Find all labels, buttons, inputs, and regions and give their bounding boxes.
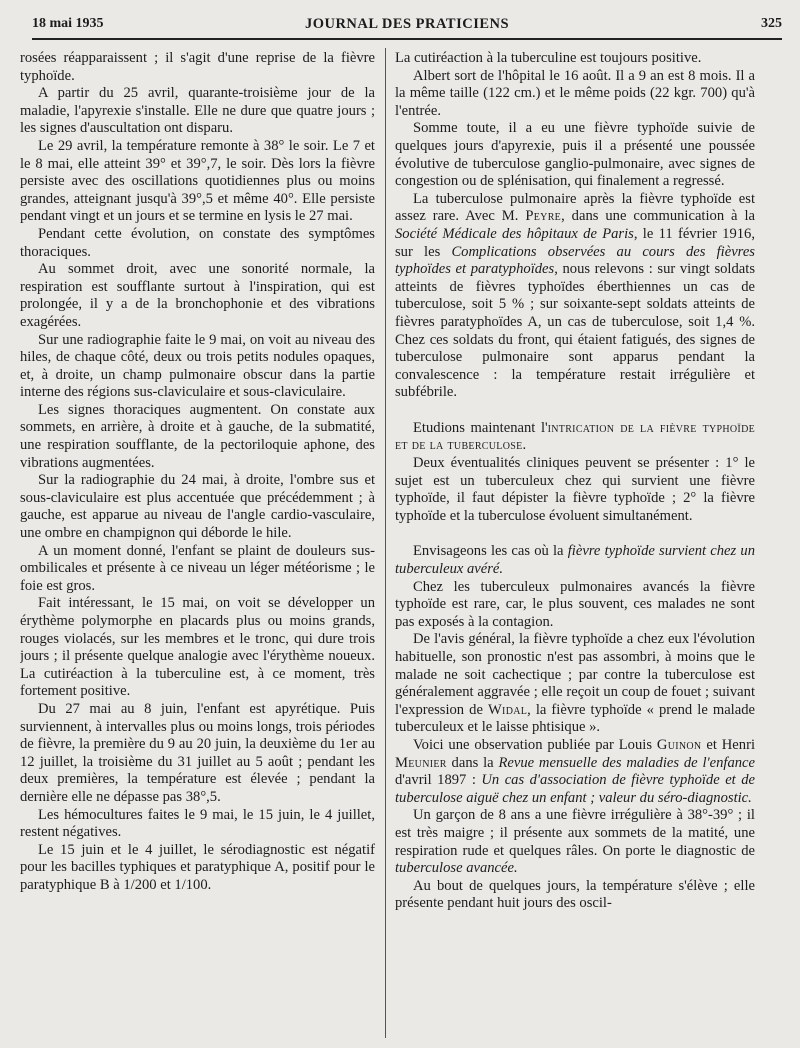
text-run: , nous relevons : sur vingt soldats atteints de fièvres typhoïdes éberthiennes un cas de tuberculose, soit 5 % ; sur soixante-sept soldats atteints de fièvres paratyphoïdes A, un cas de tuberculose, soit 1,4 %. Chez ces soldats du front, qui étaient fatigués, des signes de tuberculose pulmonaire sont apparus pendant la convalescence : la température restait irrégulière et subfébrile. bbox=[395, 261, 755, 401]
paragraph: Du 27 mai au 8 juin, l'enfant est apyrétique. Puis surviennent, à intervalles plus ou moins longs, trois périodes de fièvre, la première du 9 au 20 juin, la deuxième du 1er au 12 juillet, la troisième du 31 juillet au 5 août ; pendant les deux premières, la température est élevée ; pendant la dernière elle ne dépasse pas 38°,5. bbox=[20, 700, 375, 805]
page-header bbox=[32, 14, 782, 40]
text-run: , la fièvre typhoïde « prend le malade tuberculeux et le laisse phtisique ». bbox=[395, 701, 755, 736]
text-run: De l'avis général, la fièvre typhoïde a chez eux l'évolution habituelle, son pronostic n'est pas assombri, à moins que le malade ne soit cachectique ; par contre la tuberculose est généralement aggravée ; elle reçoit un coup de fouet ; suivant l'expression de bbox=[395, 631, 755, 718]
journal-name: Revue mensuelle des maladies de l'enfance bbox=[498, 754, 755, 771]
paragraph: Albert sort de l'hôpital le 16 août. Il a 9 an est 8 mois. Il a la même taille (122 cm.) et le même poids (22 kgr. 700) qu'à l'entrée. bbox=[395, 67, 755, 119]
text-run: , le 11 février 1916, sur les bbox=[395, 225, 755, 260]
paragraph bbox=[395, 737, 755, 807]
paragraph bbox=[395, 631, 755, 737]
page-number: 325 bbox=[761, 16, 782, 31]
paragraph: Sur la radiographie du 24 mai, à droite, l'ombre sus et sous-claviculaire est plus accentuée que précédemment ; à gauche, est apparue au niveau de l'angle cardio-vasculaire, une ombre en champignon qui déborde le hile. bbox=[20, 472, 375, 542]
text-run: Voici une observation publiée par Louis bbox=[413, 736, 657, 753]
author-name: Guinon bbox=[656, 736, 702, 753]
paragraph: Pendant cette évolution, on constate des symptômes thoraciques. bbox=[20, 225, 375, 260]
text-run: La tuberculose pulmonaire après la fièvre typhoïde est assez rare. Avec M. bbox=[395, 190, 755, 225]
paragraph: Le 15 juin et le 4 juillet, le sérodiagnostic est négatif pour les bacilles typhiques et paratyphique A, positif pour le paratyphique B à 1/200 et 1/100. bbox=[20, 841, 375, 893]
paragraph: Deux éventualités cliniques peuvent se présenter : 1° le sujet est un tuberculeux chez qui survient une fièvre typhoïde, il faut dépister la fièvre typhoïde ; 2° la fièvre typhoïde et la tuberculose évoluent simultanément. bbox=[395, 455, 755, 524]
paragraph: Fait intéressant, le 15 mai, on voit se développer un érythème polymorphe en placards plus ou moins grands, rouges violacés, sur les membres et le tronc, qui dure trois jours ; il présente quelque analogie avec l'érythème noueux. La cutiréaction à la tuberculine est, à ce moment, très fortement positive. bbox=[20, 595, 375, 700]
paragraph: Somme toute, il a eu une fièvre typhoïde suivie de quelques jours d'apyrexie, puis il a présenté une poussée évolutive de tuberculose ganglio-pulmonaire, avec signes de congestion ou de splénisation, qui finalement a regressé. bbox=[395, 120, 755, 190]
text-run: dans la bbox=[446, 754, 499, 771]
emphasis: tuberculose avancée. bbox=[395, 860, 518, 877]
section-heading: intrication de la fièvre typhoïde et de la tuberculose. bbox=[395, 419, 755, 454]
paragraph: Sur une radiographie faite le 9 mai, on voit au niveau des hiles, de chaque côté, deux ou trois petits nodules opaques, et, à droite, un champ pulmonaire obscur dans la partie interne des régions sus-claviculaire et sous-claviculaire. bbox=[20, 331, 375, 401]
author-name: Widal bbox=[487, 701, 528, 718]
author-name: Meunier bbox=[395, 754, 447, 771]
column-divider bbox=[385, 48, 386, 1038]
communication-title: Complications observées au cours des fièvres typhoïdes et paratyphoïdes bbox=[395, 243, 755, 278]
emphasis: fièvre typhoïde survient chez un tuberculeux avéré. bbox=[395, 543, 755, 578]
paragraph: rosées réapparaissent ; il s'agit d'une reprise de la fièvre typhoïde. bbox=[20, 50, 375, 84]
author-name: Peyre bbox=[525, 208, 562, 225]
right-column bbox=[395, 50, 755, 1040]
text-run: Envisageons les cas où la bbox=[413, 543, 568, 560]
journal-title: JOURNAL DES PRATICIENS bbox=[304, 16, 510, 32]
paragraph bbox=[395, 191, 755, 402]
paragraph: A partir du 25 avril, quarante-troisième jour de la maladie, l'apyrexie s'installe. Elle ne dure que quatre jours ; les signes d'auscultation ont disparu. bbox=[20, 85, 375, 137]
paragraph: Chez les tuberculeux pulmonaires avancés la fièvre typhoïde est rare, car, le plus souvent, ces malades ne sont pas exposés à la contagion. bbox=[395, 578, 755, 630]
text-run: Etudions maintenant l' bbox=[413, 419, 548, 436]
paragraph bbox=[395, 543, 755, 578]
header-date: 18 mai 1935 bbox=[32, 16, 104, 31]
paragraph: A un moment donné, l'enfant se plaint de douleurs sus-ombilicales et présente à ce niveau un léger météorisme ; le foie est gros. bbox=[20, 542, 375, 594]
paragraph: Au bout de quelques jours, la température s'élève ; elle présente pendant huit jours des oscil- bbox=[395, 877, 755, 912]
text-run: et Henri bbox=[701, 736, 755, 753]
paragraph: La cutiréaction à la tuberculine est toujours positive. bbox=[395, 50, 702, 66]
article-title: Un cas d'association de fièvre typhoïde et de tuberculose aiguë chez un enfant ; valeur du séro-diagnostic. bbox=[395, 772, 755, 806]
text-run: Un garçon de 8 ans a une fièvre irrégulière à 38°-39° ; il est très maigre ; il présente aux sommets de la matité, une respiration rude et quelques râles. On porte le diagnostic de bbox=[395, 807, 755, 859]
text-run: d'avril 1897 : bbox=[395, 772, 482, 789]
paragraph: Les hémocultures faites le 9 mai, le 15 juin, le 4 juillet, restent négatives. bbox=[20, 806, 375, 841]
paragraph: Au sommet droit, avec une sonorité normale, la respiration est soufflante surtout à l'inspiration, qui est prolongée, il y a de la bronchophonie et des vibrations exagérées. bbox=[20, 261, 375, 330]
left-column bbox=[20, 50, 375, 1040]
text-run: , dans une communication à la bbox=[561, 208, 755, 225]
paragraph bbox=[395, 420, 755, 455]
paragraph bbox=[395, 807, 755, 877]
paragraph: Le 29 avril, la température remonte à 38° le soir. Le 7 et le 8 mai, elle atteint 39° et 39°,7, le soir. Dès lors la fièvre persiste avec des oscillations quotidiennes plus ou moins grandes, atteignant jusqu'à 39°,5 et même 40°. Elle persiste pendant vingt et un jours et se termine en lysis le 27 mai. bbox=[20, 137, 375, 225]
paragraph: Les signes thoraciques augmentent. On constate aux sommets, en arrière, à droite et à gauche, de la submatité, une respiration soufflante, de la pectoriloquie aphone, des vibrations augmentées. bbox=[20, 401, 375, 471]
society-name: Société Médicale des hôpitaux de Paris bbox=[395, 225, 634, 242]
